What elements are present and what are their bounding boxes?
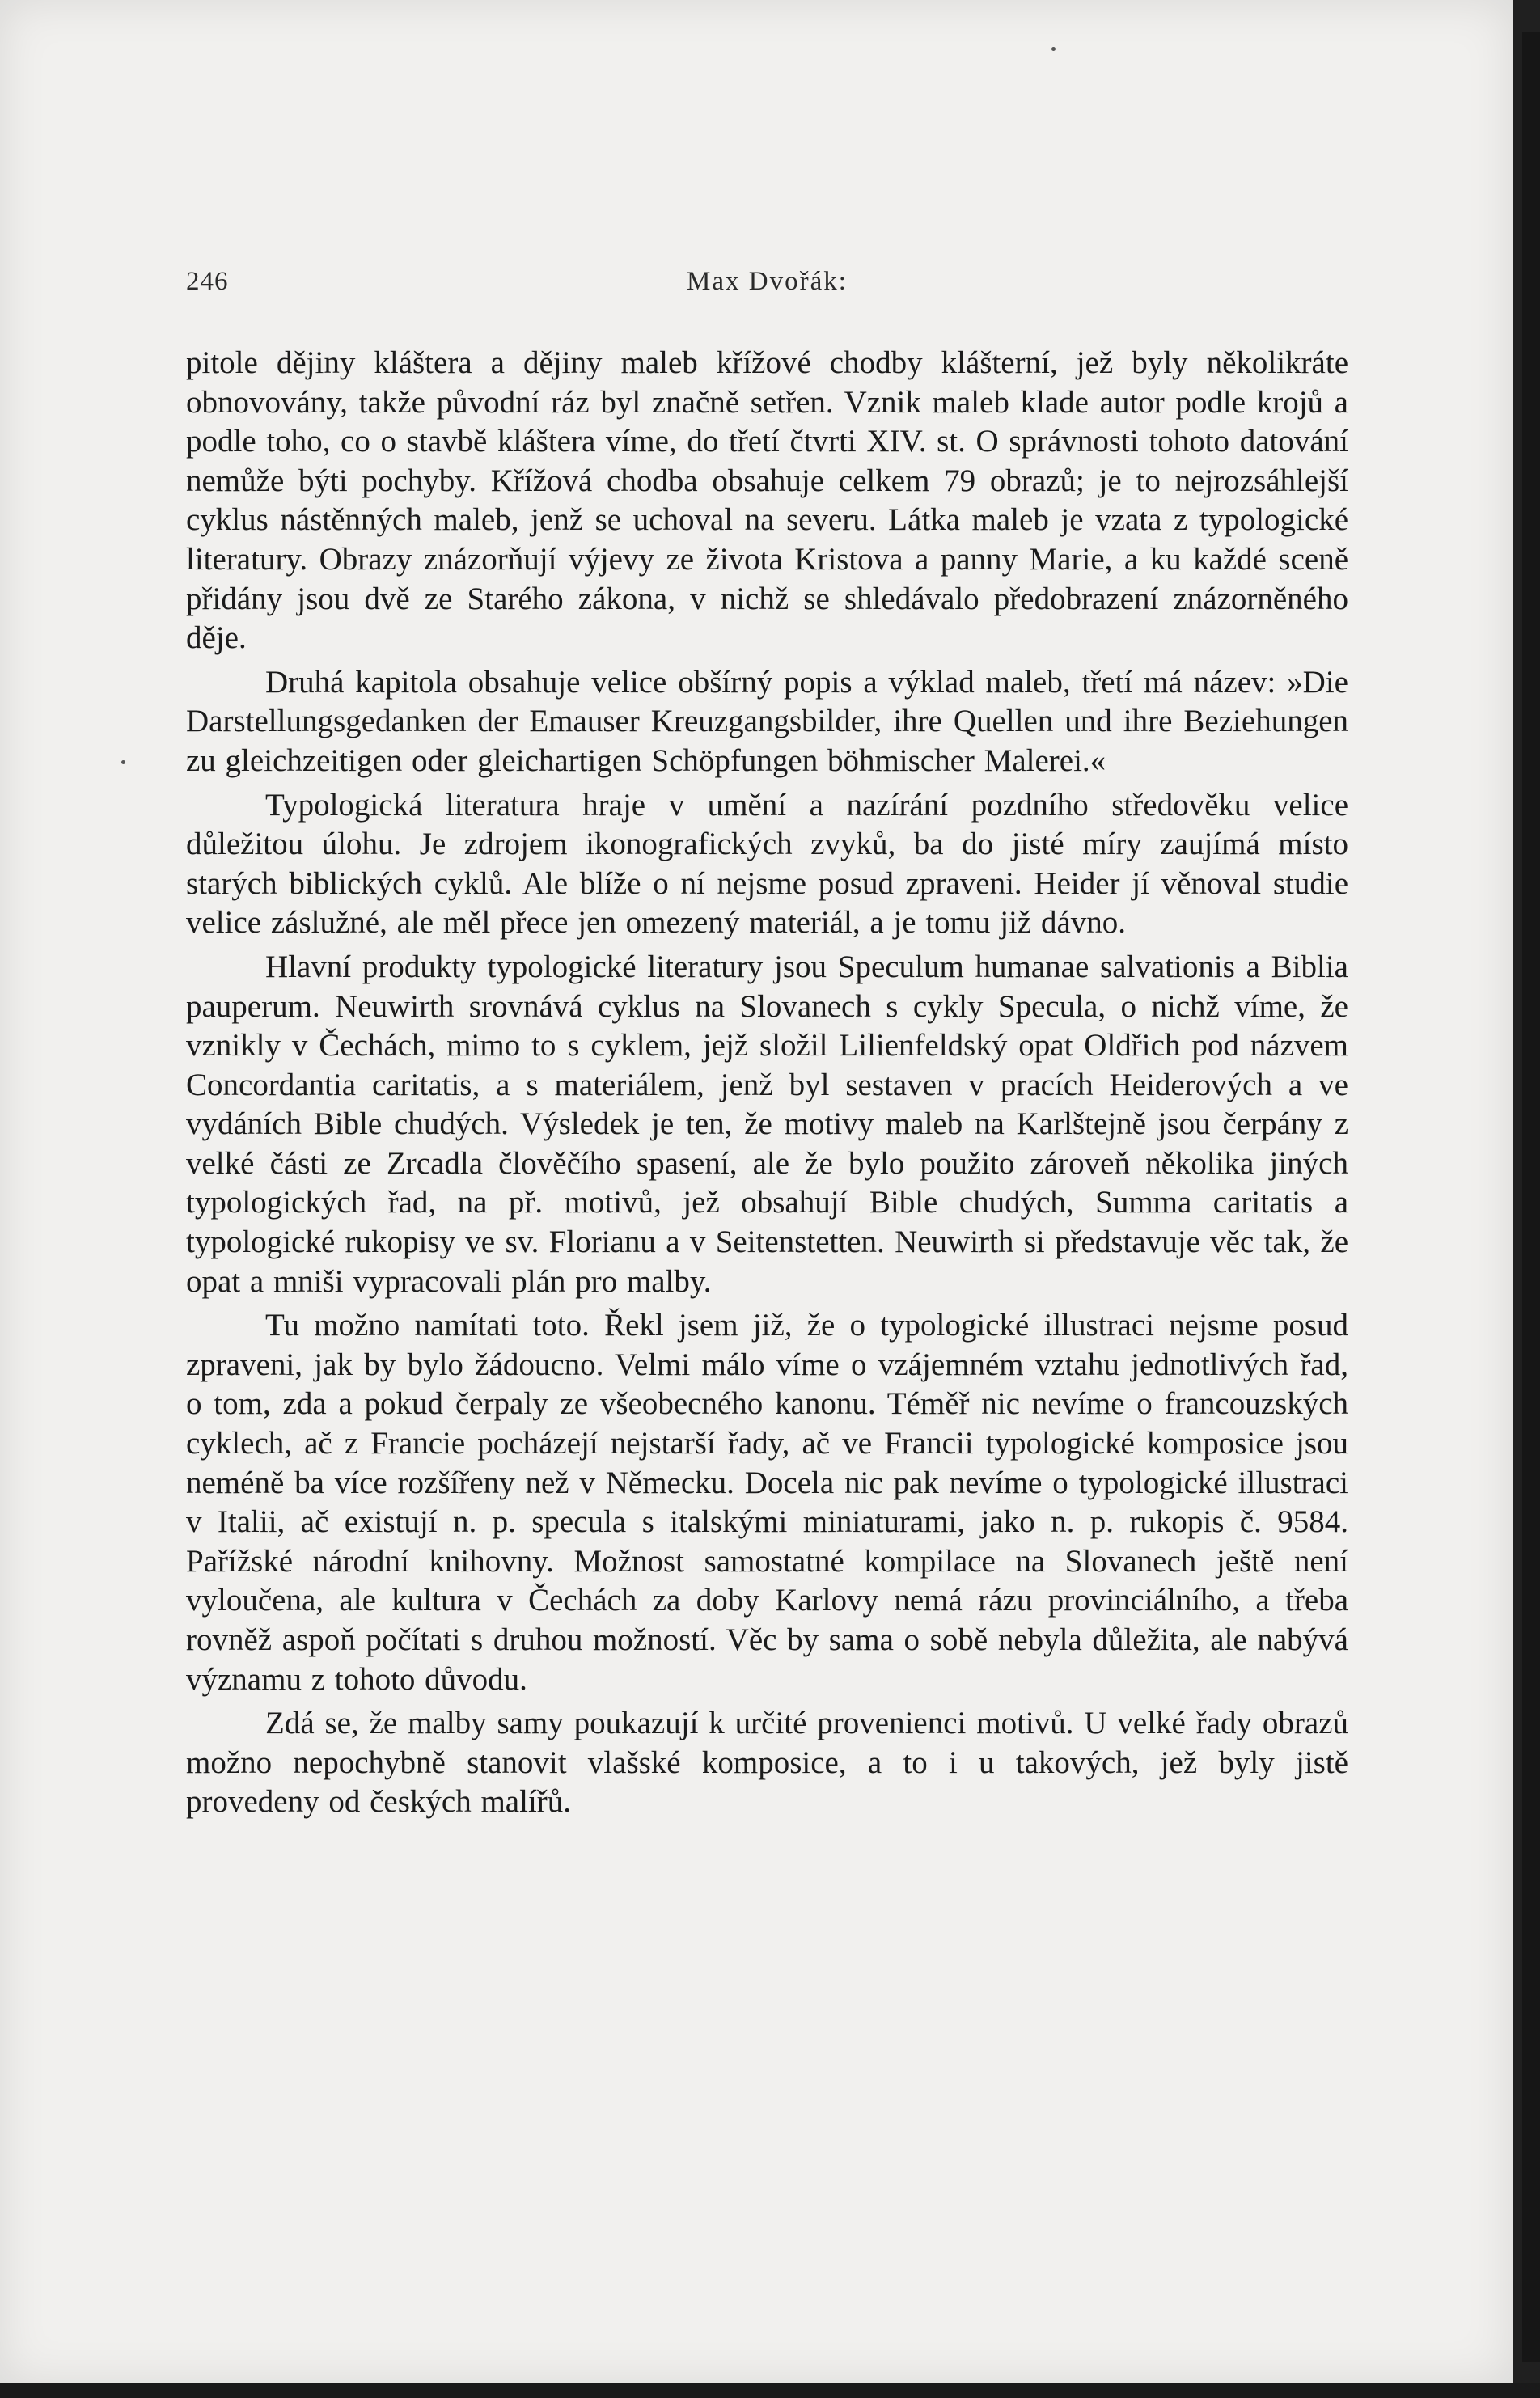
paragraph-3: Typologická literatura hraje v umění a nazírání pozdního středověku velice důležitou úlohu. Je zdrojem ikonografických zvyků, ba do jisté míry zaujímá místo starých biblických cyklů. Ale blíže o ní nejsme posud zpraveni. Heider jí věnoval studie velice záslužné, ale měl přece jen omezený materiál, a je tomu již dávno. (186, 787, 1348, 941)
paragraph-6: Zdá se, že malby samy poukazují k určité provenienci motivů. U velké řady obrazů možno nepochybně stanovit vlašské komposice, a to i u takových, jež byly jistě provedeny od českých malířů. (186, 1706, 1348, 1820)
paragraph-4: Hlavní produkty typologické literatury jsou Speculum humanae salvationis a Biblia pauperum. Neuwirth srovnává cyklus na Slovanech s cykly Specula, o nichž víme, že vznikly v Čechách, mimo to s cyklem, jejž složil Lilienfeldský opat Oldřich pod názvem Concordantia caritatis, a s materiálem, jenž byl sestaven v pracích Heiderových a ve vydáních Bible chudých. Výsledek je ten, že motivy maleb na Karlštejně jsou čerpány z velké části ze Zrcadla člověčího spasení, ale že bylo použito zároveň několika jiných typologických řad, na př. motivů, jež obsahují Bible chudých, Summa caritatis a typologické rukopisy ve sv. Florianu a v Seitenstetten. Neuwirth si představuje věc tak, že opat a mniši vypracovali plán pro malby. (186, 949, 1348, 1299)
paragraph-5: Tu možno namítati toto. Řekl jsem již, že o typologické illustraci nejsme posud zpraveni, jak by bylo žádoucno. Velmi málo víme o vzájemném vztahu jednotlivých řad, o tom, zda a pokud čerpaly ze všeobecného kanonu. Téměř nic nevíme o francouzských cyklech, ač z Francie pocházejí nejstarší řady, ač ve Francii typologické komposice jsou neméně ba více rozšířeny než v Německu. Docela nic pak nevíme o typologické illustraci v Italii, ač existují n. p. specula s italskými miniaturami, jako n. p. rukopis č. 9584. Pařížské národní knihovny. Možnost samostatné kompilace na Slovanech ještě není vyloučena, ale kultura v Čechách za doby Karlovy nemá rázu provinciálního, a třeba rovněž aspoň počítati s druhou možností. Věc by sama o sobě nebyla důležita, ale nabývá významu z tohoto důvodu. (186, 1308, 1348, 1697)
running-head-title: Max Dvořák: (687, 267, 848, 296)
page-number: 246 (186, 267, 229, 296)
paper-speck (1051, 47, 1056, 51)
paragraph-1: pitole dějiny kláštera a dějiny maleb křížové chodby klášterní, jež byly několikráte obnovovány, takže původní ráz byl značně setřen. Vznik maleb klade autor podle krojů a podle toho, co o stavbě kláštera víme, do třetí čtvrti XIV. st. O správnosti tohoto datování nemůže býti pochyby. Křížová chodba obsahuje celkem 79 obrazů; je to nejrozsáhlejší cyklus nástěnných maleb, jenž se uchoval na severu. Látka maleb je vzata z typologické literatury. Obrazy znázorňují výjevy ze života Kristova a panny Marie, a ku každé sceně přidány jsou dvě ze Starého zákona, v nichž se shledávalo předobrazení znázorněného děje. (186, 345, 1348, 656)
body-text (186, 344, 1348, 1827)
running-head (186, 267, 1348, 307)
scan-edge-bottom (0, 2383, 1540, 2398)
scan-edge-right (1522, 32, 1540, 2362)
paper-speck (121, 760, 125, 764)
paragraph-2: Druhá kapitola obsahuje velice obšírný popis a výklad maleb, třetí má název: »Die Darstellungsgedanken der Emauser Kreuzgangsbilder, ihre Quellen und ihre Beziehungen zu gleichzeitigen oder gleichartigen Schöpfungen böhmischer Malerei.« (186, 664, 1348, 778)
